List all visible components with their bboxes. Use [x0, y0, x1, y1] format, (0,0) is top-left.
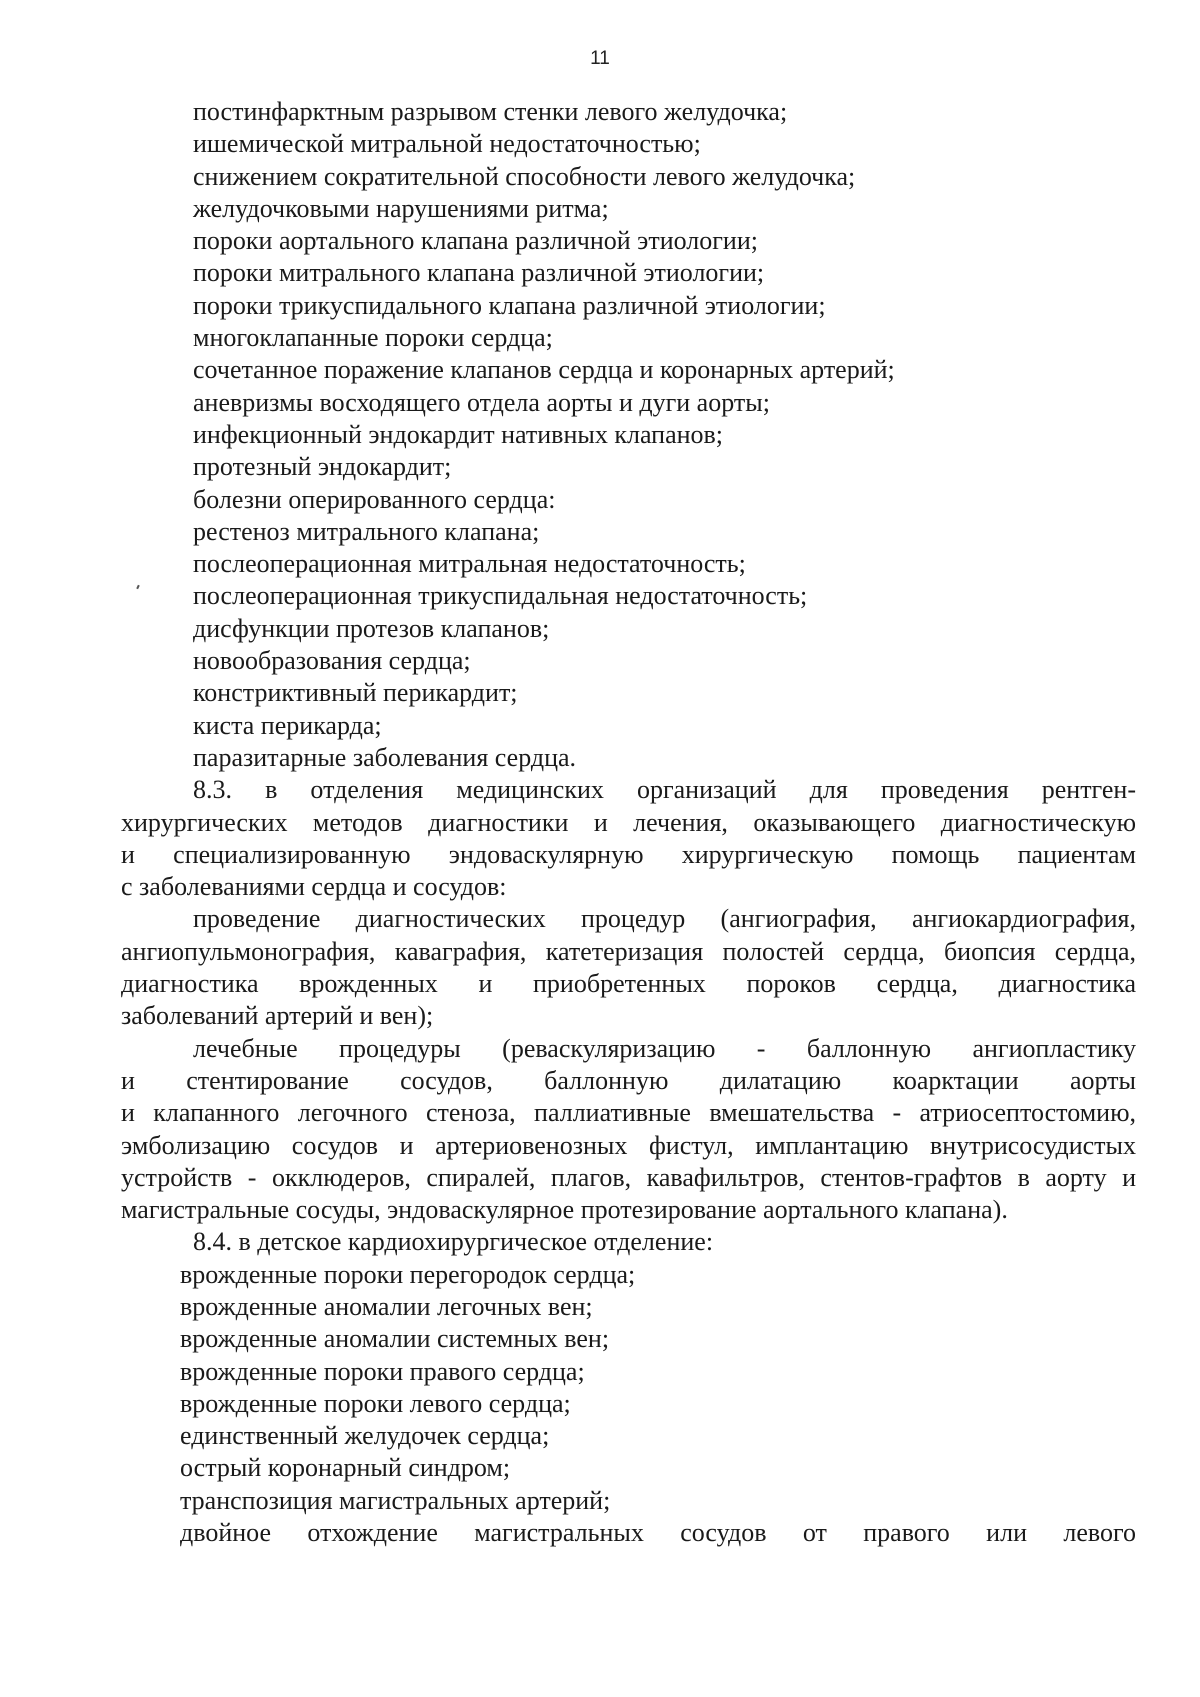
list-item: сочетанное поражение клапанов сердца и коронарных артерий; — [193, 355, 895, 385]
list-item: инфекционный эндокардит нативных клапанов; — [193, 419, 724, 449]
document-body — [121, 96, 1136, 1549]
page-number: 11 — [590, 48, 610, 69]
paragraph-line: хирургических методов диагностики и лечения, оказывающего диагностическую — [121, 807, 1136, 837]
list-item: пороки трикуспидального клапана различной этиологии; — [193, 290, 826, 320]
list-item: ишемической митральной недостаточностью; — [193, 129, 701, 159]
list-item: острый коронарный синдром; — [180, 1453, 511, 1483]
list-item: врожденные пороки перегородок сердца; — [180, 1259, 636, 1289]
list-item: дисфункции протезов клапанов; — [193, 613, 550, 643]
paragraph-line: проведение диагностических процедур (ангиография, ангиокардиография, — [193, 904, 1136, 934]
list-item: врожденные аномалии системных вен; — [180, 1324, 610, 1354]
paragraph-line: и специализированную эндоваскулярную хирургическую помощь пациентам — [121, 839, 1136, 869]
list-item: болезни оперированного сердца: — [193, 484, 556, 514]
list-item: аневризмы восходящего отдела аорты и дуги аорты; — [193, 387, 770, 417]
paragraph-line: диагностика врожденных и приобретенных пороков сердца, диагностика — [121, 969, 1136, 999]
paragraph-line: и стентирование сосудов, баллонную дилатацию коарктации аорты — [121, 1065, 1136, 1095]
paragraph-line: заболеваний артерий и вен); — [121, 1001, 434, 1031]
paragraph-line: 8.3. в отделения медицинских организаций для проведения рентген- — [193, 775, 1136, 805]
list-item: пороки аортального клапана различной этиологии; — [193, 226, 758, 256]
list-item: врожденные пороки правого сердца; — [180, 1356, 585, 1386]
list-item: постинфарктным разрывом стенки левого желудочка; — [193, 97, 788, 126]
paragraph-line: двойное отхождение магистральных сосудов от правого или левого — [180, 1518, 1136, 1548]
paragraph-line: лечебные процедуры (реваскуляризацию - баллонную ангиопластику — [193, 1033, 1136, 1063]
list-item: многоклапанные пороки сердца; — [193, 323, 553, 353]
list-item: единственный желудочек сердца; — [180, 1421, 550, 1451]
list-item: врожденные пороки левого сердца; — [180, 1388, 571, 1418]
list-item: послеоперационная митральная недостаточность; — [193, 549, 746, 579]
list-item: новообразования сердца; — [193, 646, 471, 676]
paragraph-line: с заболеваниями сердца и сосудов: — [121, 872, 507, 902]
list-item: врожденные аномалии легочных вен; — [180, 1291, 593, 1321]
paragraph-line: устройств - окклюдеров, спиралей, плагов, кавафильтров, стентов-графтов в аорту и — [121, 1162, 1136, 1192]
paragraph-line: и клапанного легочного стеноза, паллиативные вмешательства - атриосептостомию, — [121, 1098, 1136, 1128]
list-item: протезный эндокардит; — [193, 452, 452, 482]
list-item: паразитарные заболевания сердца. — [193, 742, 577, 772]
list-item: послеоперационная трикуспидальная недостаточность; — [193, 581, 808, 611]
paragraph-line: магистральные сосуды, эндоваскулярное протезирование аортального клапана). — [121, 1195, 1008, 1225]
list-item: снижением сократительной способности левого желудочка; — [193, 161, 856, 191]
list-item: желудочковыми нарушениями ритма; — [193, 193, 609, 223]
section-heading: 8.4. в детское кардиохирургическое отделение: — [193, 1227, 714, 1257]
list-item: транспозиция магистральных артерий; — [180, 1485, 611, 1515]
paragraph-line: эмболизацию сосудов и артериовенозных фистул, имплантацию внутрисосудистых — [121, 1130, 1136, 1160]
list-item: рестеноз митрального клапана; — [193, 516, 540, 546]
list-item: констриктивный перикардит; — [193, 678, 518, 708]
list-item: киста перикарда; — [193, 710, 382, 740]
paragraph-line: ангиопульмонография, каваграфия, катетеризация полостей сердца, биопсия сердца, — [121, 936, 1136, 966]
list-item: пороки митрального клапана различной этиологии; — [193, 258, 765, 288]
